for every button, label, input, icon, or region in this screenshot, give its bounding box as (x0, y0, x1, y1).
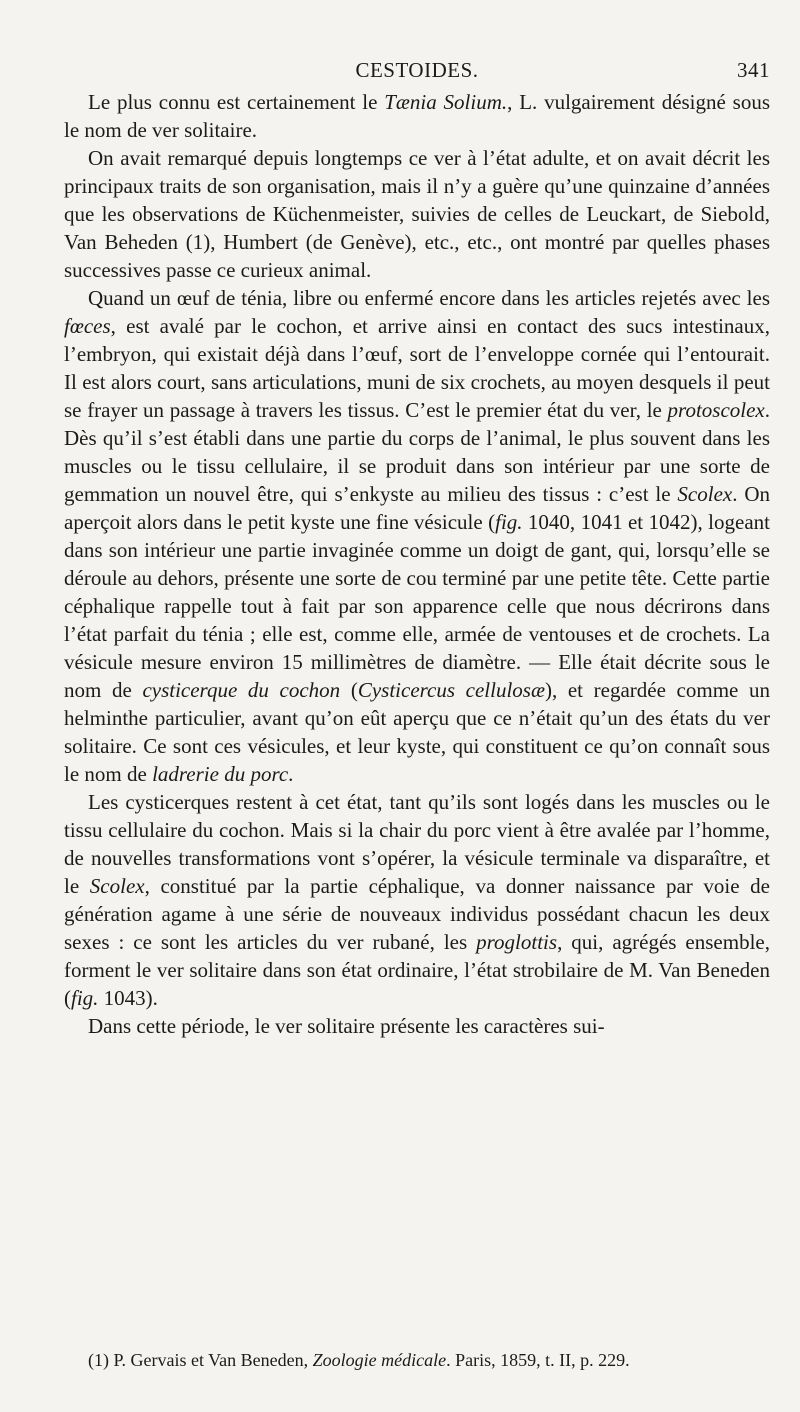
italic-text: fig. (495, 510, 523, 534)
text-run: Quand un œuf de ténia, libre ou enfermé encore dans les articles rejetés avec les (88, 286, 770, 310)
running-header (64, 58, 770, 88)
paragraph (64, 284, 770, 788)
italic-text: cysticerque du cochon (142, 678, 341, 702)
text-run: Le plus connu est certainement le (88, 90, 385, 114)
text-run: On avait remarqué depuis longtemps ce ver à l’état adulte, et on avait décrit les principaux traits de son organisation, mais il n’y a guère qu’une quinzaine d’années que les observations de Küchenmeister, suivies de celles de Leuckart, de Siebold, Van Beheden (1), Humbert (de Genève), etc., etc., ont montré par quelles phases successives passe ce curieux animal. (64, 146, 770, 282)
italic-text: Scolex (89, 874, 145, 898)
italic-text: Zoologie médicale (312, 1350, 447, 1370)
page-number: 341 (737, 58, 770, 82)
text-run: . Dès qu’il s’est établi dans une partie du corps de l’animal, le plus souvent dans les muscles ou le tissu cellulaire, il se produit dans son intérieur par une sorte de gemmation un nouvel être, qui s’enkyste au milieu des tissus : c’est le (64, 398, 770, 506)
italic-text: fig. (71, 986, 99, 1010)
text-run: ( (340, 678, 358, 702)
italic-text: fœces (64, 314, 111, 338)
italic-text: Scolex (677, 482, 733, 506)
text-run: 1043). (98, 986, 158, 1010)
running-title: CESTOIDES. (355, 58, 479, 82)
text-run: . (288, 762, 294, 786)
text-run: (1) P. Gervais et Van Beneden, (88, 1350, 313, 1370)
footnote (64, 1348, 770, 1372)
text-run: . On aperçoit alors dans le petit kyste une fine vésicule ( (64, 482, 770, 534)
text-run: , est avalé par le cochon, et arrive ainsi en contact des sucs intestinaux, l’embryon, qui existait déjà dans l’œuf, sort de l’enveloppe cornée qui l’entourait. Il est alors court, sans articulations, muni de six crochets, au moyen desquels il peut se frayer un passage à travers les tissus. C’est le premier état du ver, le (64, 314, 770, 422)
text-run: , qui, agrégés ensemble, forment le ver solitaire dans son état ordinaire, l’état strobilaire de M. Van Beneden ( (64, 930, 770, 1010)
paragraph (64, 144, 770, 284)
text-run: 1040, 1041 et 1042), logeant dans son intérieur une partie invaginée comme un doigt de gant, qui, lorsqu’elle se déroule au dehors, présente une sorte de cou terminé par une petite tête. Cette partie céphalique rappelle tout à fait par son apparence celle que nous décrirons dans l’état parfait du ténia ; elle est, comme elle, armée de ventouses et de crochets. La vésicule mesure environ 15 millimètres de diamètre. — Elle était décrite sous le nom de (64, 510, 770, 702)
paragraph (64, 1012, 770, 1040)
text-run: Les cysticerques restent à cet état, tant qu’ils sont logés dans les muscles ou le tissu cellulaire du cochon. Mais si la chair du porc vient à être avalée par l’homme, de nouvelles transformations vont s’opérer, la vésicule terminale va disparaître, et le (64, 790, 770, 898)
paragraph (64, 788, 770, 1012)
text-run: . Paris, 1859, t. II, p. 229. (446, 1350, 630, 1370)
italic-text: proglottis (476, 930, 558, 954)
text-run: , L. vulgairement désigné sous le nom de ver solitaire. (64, 90, 770, 142)
italic-text: Cysticercus cellulosæ (357, 678, 545, 702)
italic-text: ladrerie du porc (152, 762, 289, 786)
paragraph (64, 88, 770, 144)
text-run: Dans cette période, le ver solitaire présente les caractères sui- (88, 1014, 605, 1038)
italic-text: protoscolex (667, 398, 765, 422)
book-page (64, 58, 770, 1040)
text-run: ), et regardée comme un helminthe particulier, avant qu’on eût aperçu que ce n’était qu’un des états du ver solitaire. Ce sont ces vésicules, et leur kyste, qui constituent ce qu’on connaît sous le nom de (64, 678, 771, 786)
text-run: , constitué par la partie céphalique, va donner naissance par voie de génération agame à une série de nouveaux individus possédant chacun les deux sexes : ce sont les articles du ver rubané, les (64, 874, 770, 954)
italic-text: Tænia Solium. (384, 90, 508, 114)
body-text (64, 88, 770, 1040)
